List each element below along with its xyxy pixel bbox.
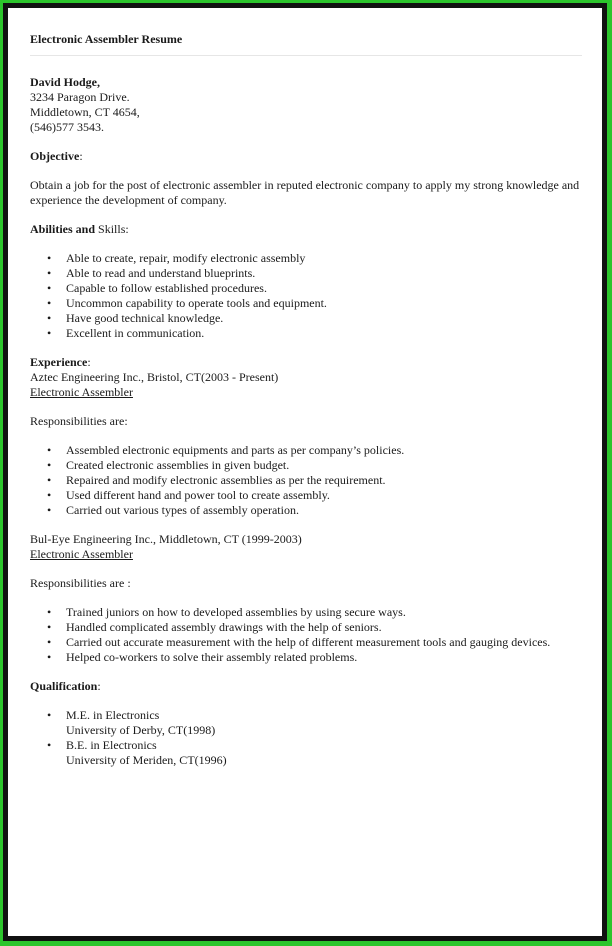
bullet-icon: •	[47, 503, 52, 517]
contact-block	[30, 75, 580, 135]
responsibility-text: Trained juniors on how to developed assemblies by using secure ways.	[66, 605, 406, 619]
list-item	[30, 605, 580, 620]
bullet-icon: •	[47, 266, 52, 280]
list-item	[30, 296, 580, 311]
job-entry-2	[30, 532, 580, 665]
contact-address-line-2: Middletown, CT 4654,	[30, 105, 140, 119]
responsibility-text: Carried out various types of assembly operation.	[66, 503, 299, 517]
list-item	[30, 443, 580, 458]
responsibility-text: Handled complicated assembly drawings with the help of seniors.	[66, 620, 382, 634]
bullet-icon: •	[47, 281, 52, 295]
abilities-heading-bold: Abilities and	[30, 222, 96, 236]
bullet-icon: •	[47, 488, 52, 502]
responsibilities-list	[30, 605, 580, 665]
list-item	[30, 635, 580, 650]
bullet-icon: •	[47, 650, 52, 664]
ability-text: Able to create, repair, modify electronic assembly	[66, 251, 306, 265]
qualification-heading-colon: :	[97, 679, 101, 693]
qualification-school: University of Meriden, CT(1996)	[66, 753, 227, 767]
list-item	[30, 326, 580, 341]
resume-document	[8, 8, 602, 936]
list-item	[30, 266, 580, 281]
responsibility-text: Helped co-workers to solve their assembly related problems.	[66, 650, 358, 664]
experience-heading	[30, 355, 580, 370]
objective-heading	[30, 149, 580, 164]
bullet-icon: •	[47, 708, 52, 722]
list-item	[30, 251, 580, 266]
title-divider	[30, 55, 582, 56]
qualification-heading-label: Qualification	[30, 679, 98, 693]
contact-address-line-1: 3234 Paragon Drive.	[30, 90, 130, 104]
ability-text: Capable to follow established procedures.	[66, 281, 267, 295]
abilities-heading	[30, 222, 580, 237]
ability-text: Have good technical knowledge.	[66, 311, 224, 325]
list-item	[30, 473, 580, 488]
responsibility-text: Assembled electronic equipments and parts as per company’s policies.	[66, 443, 405, 457]
qualification-list	[30, 708, 580, 768]
page-frame	[3, 3, 607, 941]
responsibilities-list	[30, 443, 580, 518]
bullet-icon: •	[47, 458, 52, 472]
responsibilities-label: Responsibilities are:	[30, 414, 128, 428]
list-item	[30, 281, 580, 296]
objective-heading-colon: :	[79, 149, 83, 163]
abilities-list	[30, 251, 580, 341]
objective-text: Obtain a job for the post of electronic assembler in reputed electronic company to apply my strong knowledge and experience the development of company.	[30, 178, 580, 207]
job-role: Electronic Assembler	[30, 547, 133, 561]
responsibility-text: Repaired and modify electronic assemblies as per the requirement.	[66, 473, 386, 487]
experience-heading-label: Experience	[30, 355, 88, 369]
qualification-degree: B.E. in Electronics	[66, 738, 157, 752]
responsibility-text: Carried out accurate measurement with the help of different measurement tools and gauging devices.	[66, 635, 551, 649]
bullet-icon: •	[47, 738, 52, 752]
bullet-icon: •	[47, 620, 52, 634]
list-item	[30, 620, 580, 635]
qualification-school: University of Derby, CT(1998)	[66, 723, 216, 737]
ability-text: Excellent in communication.	[66, 326, 205, 340]
bullet-icon: •	[47, 473, 52, 487]
bullet-icon: •	[47, 635, 52, 649]
bullet-icon: •	[47, 311, 52, 325]
contact-phone: (546)577 3543.	[30, 120, 104, 134]
bullet-icon: •	[47, 605, 52, 619]
bullet-icon: •	[47, 251, 52, 265]
qualification-heading	[30, 679, 580, 694]
job-company: Aztec Engineering Inc., Bristol, CT(2003 - Present)	[30, 370, 279, 384]
responsibilities-label: Responsibilities are :	[30, 576, 131, 590]
job-entry-1	[30, 370, 580, 518]
list-item	[30, 488, 580, 503]
experience-heading-colon: :	[87, 355, 91, 369]
list-item	[30, 650, 580, 665]
bullet-icon: •	[47, 296, 52, 310]
resume-content	[30, 75, 580, 768]
bullet-icon: •	[47, 443, 52, 457]
ability-text: Able to read and understand blueprints.	[66, 266, 256, 280]
job-company: Bul-Eye Engineering Inc., Middletown, CT (1999-2003)	[30, 532, 302, 546]
objective-heading-label: Objective	[30, 149, 80, 163]
contact-name: David Hodge,	[30, 75, 101, 89]
list-item	[30, 708, 580, 738]
ability-text: Uncommon capability to operate tools and equipment.	[66, 296, 327, 310]
bullet-icon: •	[47, 326, 52, 340]
list-item	[30, 503, 580, 518]
responsibility-text: Used different hand and power tool to create assembly.	[66, 488, 330, 502]
list-item	[30, 738, 580, 768]
abilities-heading-rest: Skills:	[95, 222, 129, 236]
responsibility-text: Created electronic assemblies in given budget.	[66, 458, 290, 472]
document-title: Electronic Assembler Resume	[30, 32, 183, 46]
list-item	[30, 458, 580, 473]
job-role: Electronic Assembler	[30, 385, 133, 399]
list-item	[30, 311, 580, 326]
qualification-degree: M.E. in Electronics	[66, 708, 160, 722]
